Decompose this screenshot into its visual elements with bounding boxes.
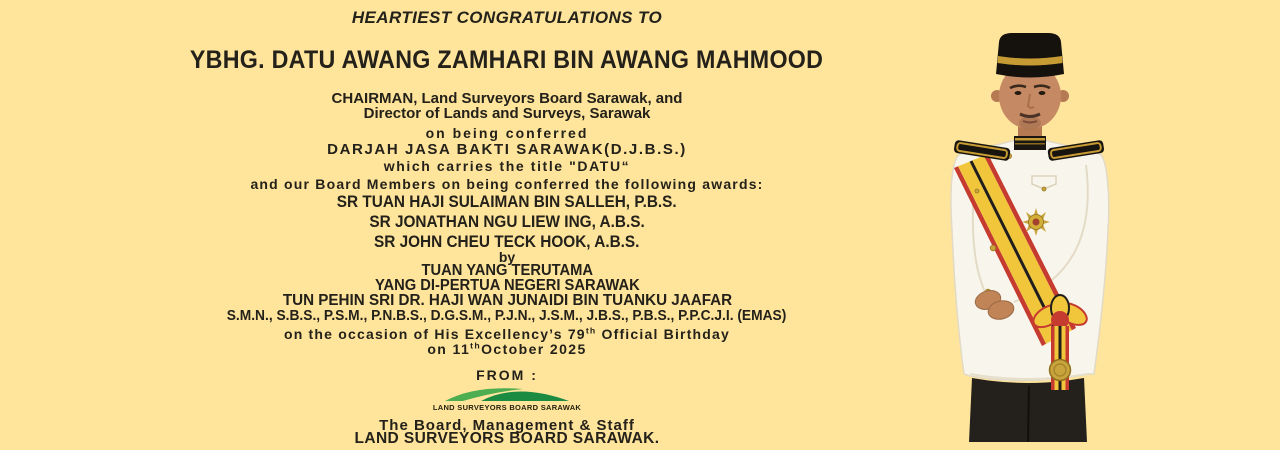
board-member-2 xyxy=(0,213,1014,232)
award-title: DARJAH JASA BAKTI SARAWAK(D.J.B.S.) xyxy=(327,141,687,158)
date-line xyxy=(0,341,1014,357)
from-line-1: The Board, Management & Staff xyxy=(379,417,635,434)
logo-caption: LAND SURVEYORS BOARD SARAWAK xyxy=(432,403,582,412)
conferrer-line-1-text: TUAN YANG TERUTAMA xyxy=(421,262,593,279)
portrait-breast-star-medal xyxy=(1022,208,1050,236)
board-member-3-text: SR JOHN CHEU TECK HOOK, A.B.S. xyxy=(374,233,640,251)
portrait-songkok-hat xyxy=(996,33,1064,78)
conferred-intro: on being conferred xyxy=(425,125,589,141)
honoree-portrait-photo xyxy=(936,30,1122,448)
occasion-prefix: on the occasion of His Excellency’s 79 xyxy=(283,326,586,342)
heading-italic: HEARTIEST CONGRATULATIONS TO xyxy=(351,8,663,27)
portrait-trouser-split xyxy=(1028,386,1029,442)
date-prefix: on 11 xyxy=(427,341,471,357)
board-member-1 xyxy=(0,193,1014,212)
conferrer-line-2-text: YANG DI-PERTUA NEGERI SARAWAK xyxy=(374,277,640,294)
board-member-1-text: SR TUAN HAJI SULAIMAN BIN SALLEH, P.B.S. xyxy=(337,193,677,211)
lsbs-logo-icon xyxy=(443,386,571,402)
board-members-intro: and our Board Members on being conferred the following awards: xyxy=(250,176,764,192)
by-label: by xyxy=(498,249,516,265)
conferrer-honorifics xyxy=(0,308,1014,324)
honoree-name-text: YBHG. DATU AWANG ZAMHARI BIN AWANG MAHMOOD xyxy=(190,46,824,74)
portrait-collar xyxy=(1014,136,1046,150)
logo-row xyxy=(0,386,1014,404)
role-line-1: CHAIRMAN, Land Surveyors Board Sarawak, and xyxy=(331,90,683,107)
occasion-suffix: Official Birthday xyxy=(596,326,731,342)
occasion-ordinal: th xyxy=(585,325,597,336)
from-label: FROM : xyxy=(476,367,538,383)
from-line-2: LAND SURVEYORS BOARD SARAWAK. xyxy=(354,430,660,447)
occasion-line xyxy=(0,326,1014,342)
conferrer-line-3-text: TUN PEHIN SRI DR. HAJI WAN JUNAIDI BIN TUANKU JAAFAR xyxy=(282,292,732,309)
board-member-2-text: SR JONATHAN NGU LIEW ING, A.B.S. xyxy=(369,213,645,231)
role-line-2: Director of Lands and Surveys, Sarawak xyxy=(363,105,651,122)
title-line: which carries the title "DATU“ xyxy=(383,158,631,174)
conferrer-honorifics-text: S.M.N., S.B.S., P.S.M., P.N.B.S., D.G.S.M., P.J.N., J.S.M., J.B.S., P.B.S., P.P.C.J.I. (EMAS) xyxy=(227,308,787,324)
date-ordinal: th xyxy=(470,340,482,351)
honoree-name xyxy=(0,46,1014,75)
date-suffix: October 2025 xyxy=(481,341,587,357)
